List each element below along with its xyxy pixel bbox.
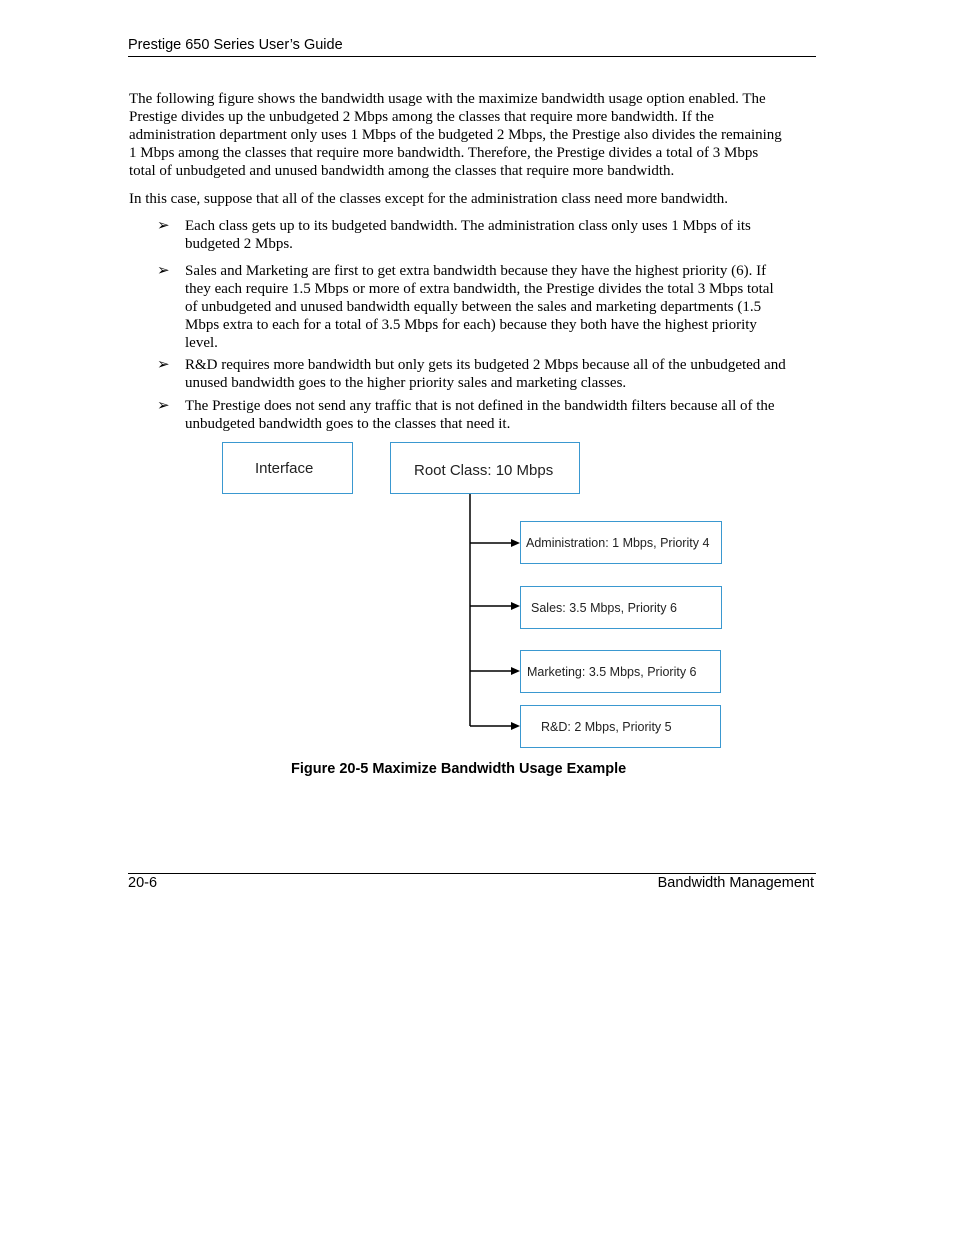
class-box-marketing [520,650,721,693]
class-box-rnd [520,705,721,748]
interface-box [222,442,353,494]
bullet-line: Each class gets up to its budgeted bandwidth. The administration class only uses 1 Mbps of its [185,218,751,234]
intro-line: The following figure shows the bandwidth usage with the maximize bandwidth usage option enabled. The [129,91,766,107]
bullet-line: unused bandwidth goes to the higher priority sales and marketing classes. [185,375,627,391]
class-label: Administration: 1 Mbps, Priority 4 [526,535,710,550]
bullet-line: of unbudgeted and unused bandwidth equally between the sales and marketing departments (1.5 [185,299,762,315]
arrowhead-icon [511,539,520,547]
interface-label: Interface [255,459,314,477]
intro-line: 1 Mbps among the classes that require more bandwidth. Therefore, the Prestige divides a total of 3 Mbps [129,145,759,161]
bullet-line: unbudgeted bandwidth goes to the classes that need it. [185,416,511,432]
bullet-arrow-icon: ➢ [157,218,170,234]
class-label: R&D: 2 Mbps, Priority 5 [541,719,672,734]
root-class-label: Root Class: 10 Mbps [414,461,554,479]
bullet-line: budgeted 2 Mbps. [185,236,293,252]
bullet-line: they each require 1.5 Mbps or more of extra bandwidth, the Prestige divides the total 3 Mbps total [185,281,774,297]
intro-line: total of unbudgeted and unused bandwidth among the classes that require more bandwidth. [129,163,675,179]
bullet-arrow-icon: ➢ [157,263,170,279]
arrowhead-icon [511,602,520,610]
arrowhead-icon [511,722,520,730]
bullet-line: The Prestige does not send any traffic that is not defined in the bandwidth filters because all of the [185,398,775,414]
page-number: 20-6 [128,875,158,891]
bullet-line: Mbps extra to each for a total of 3.5 Mbps for each) because they both have the highest priority [185,317,757,333]
bullet-line: level. [185,335,218,351]
bullet-line: R&D requires more bandwidth but only gets its budgeted 2 Mbps because all of the unbudgeted and [185,357,786,373]
root-class-box [390,442,580,494]
intro-line: administration department only uses 1 Mbps of the budgeted 2 Mbps, the Prestige also divides the remaining [129,127,782,143]
figure-caption: Figure 20-5 Maximize Bandwidth Usage Example [291,761,627,777]
class-label: Sales: 3.5 Mbps, Priority 6 [531,600,677,615]
intro-line: Prestige divides up the unbudgeted 2 Mbps among the classes that require more bandwidth. If the [129,109,714,125]
footer-rule [128,873,816,874]
bullet-line: Sales and Marketing are first to get extra bandwidth because they have the highest priority (6). If [185,263,767,279]
arrowhead-icon [511,667,520,675]
bullet-arrow-icon: ➢ [157,398,170,414]
class-label: Marketing: 3.5 Mbps, Priority 6 [527,664,697,679]
case-paragraph: In this case, suppose that all of the classes except for the administration class need more bandwidth. [129,191,728,207]
class-box-sales [520,586,722,629]
bullet-arrow-icon: ➢ [157,357,170,373]
header-title: Prestige 650 Series User’s Guide [128,37,343,53]
footer-section: Bandwidth Management [657,875,814,891]
class-box-administration [520,521,722,564]
